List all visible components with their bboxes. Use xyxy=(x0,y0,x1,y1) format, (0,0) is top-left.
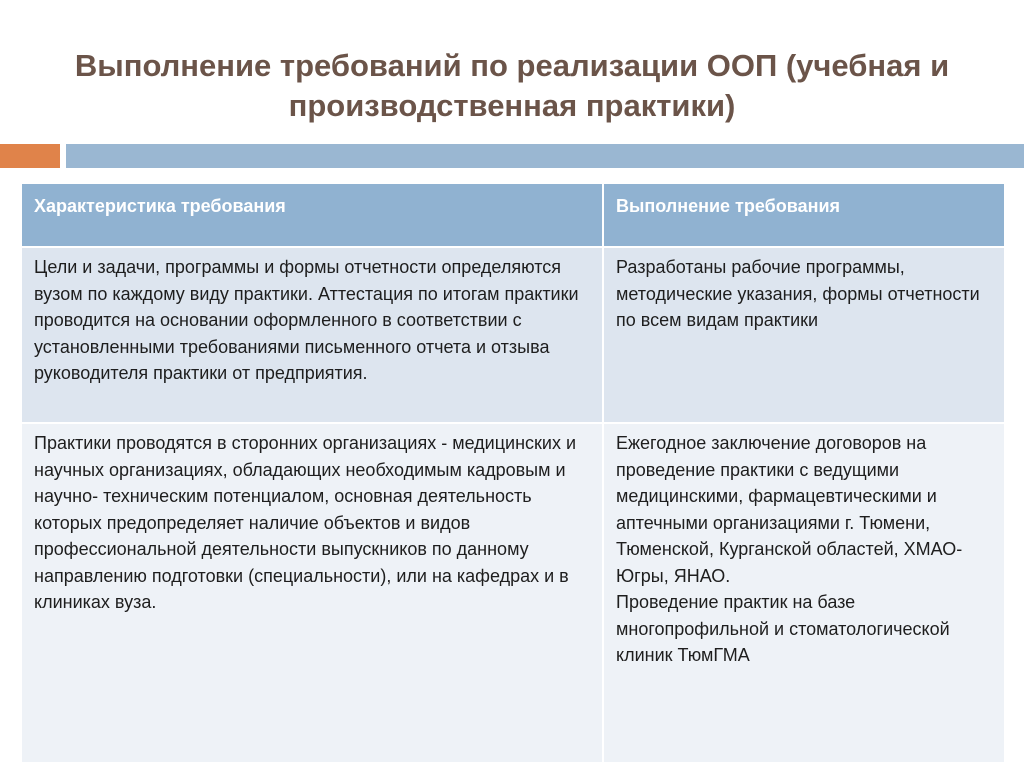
table-row xyxy=(21,423,1005,763)
fulfillment-cell xyxy=(603,247,1005,423)
accent-bar-blue xyxy=(66,144,1024,168)
requirement-text: Практики проводятся в сторонних организациях - медицинских и научных организациях, обладающих необходимым кадровым и научно- техническим потенциалом, основная деятельность которых предопределяет наличие объектов и видов профессиональной деятельности выпускников по данному направлению подготовки (специальности), или на кафедрах и в клиниках вуза. xyxy=(34,433,577,612)
requirement-cell xyxy=(21,247,603,423)
requirement-cell xyxy=(21,423,603,763)
table-row xyxy=(21,247,1005,423)
fulfillment-text: Разработаны рабочие программы, методические указания, формы отчетности по всем видам практики xyxy=(616,257,980,330)
fulfillment-cell xyxy=(603,423,1005,763)
accent-bar-orange xyxy=(0,144,60,168)
header-fulfillment: Выполнение требования xyxy=(603,183,1005,247)
requirement-text: Цели и задачи, программы и формы отчетности определяются вузом по каждому виду практики. Аттестация по итогам практики проводится на основании оформленного в соответствии с установленными требованиями письменного отчета и отзыва руководителя практики от предприятия. xyxy=(34,257,579,383)
header-requirement: Характеристика требования xyxy=(21,183,603,247)
table-header-row xyxy=(21,183,1005,247)
fulfillment-text: Ежегодное заключение договоров на проведение практики с ведущими медицинскими, фармацевтическими и аптечными организациями г. Тюмени, Тюменской, Курганской областей, ХМАО-Югры, ЯНАО. Проведение практик на базе многопрофильной и стоматологической клиник ТюмГМА xyxy=(616,433,963,665)
slide-title: Выполнение требований по реализации ООП (учебная и производственная практики) xyxy=(74,48,950,123)
requirements-table xyxy=(20,182,1006,764)
